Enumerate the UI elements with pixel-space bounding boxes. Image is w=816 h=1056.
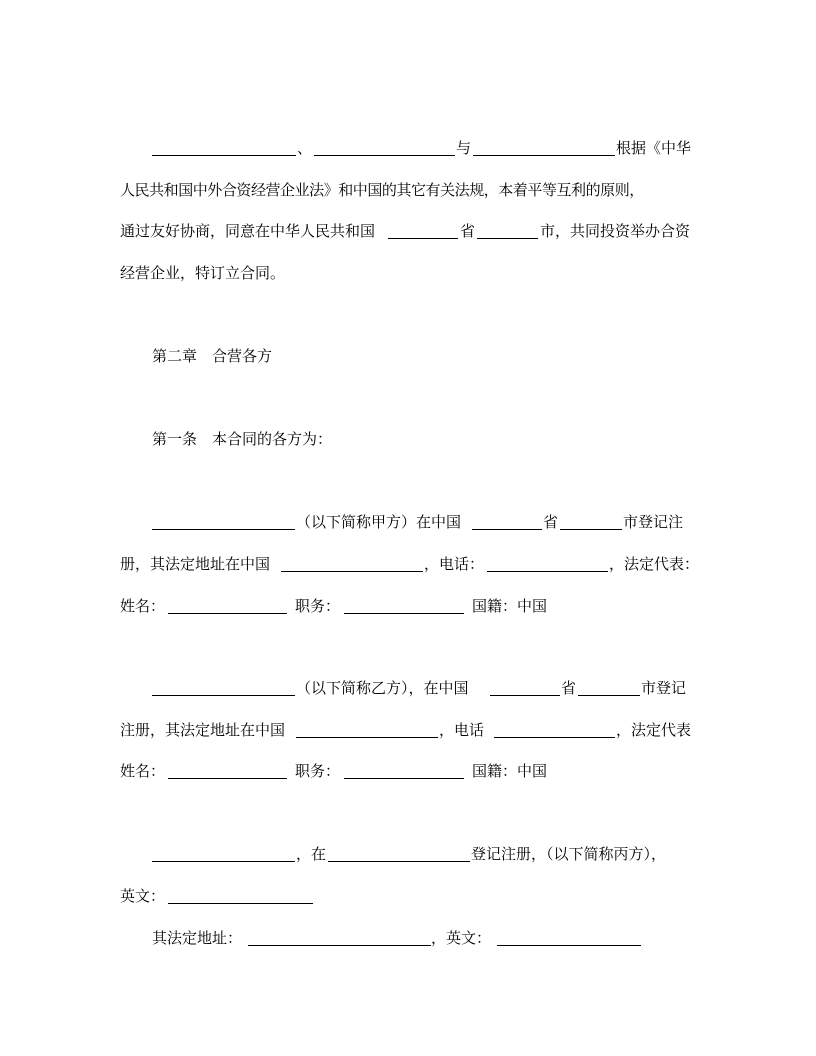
party-b-nationality: 国籍：中国 — [472, 762, 548, 780]
intro-and: 与 — [456, 139, 472, 157]
party-b-name-label: 姓名： — [120, 762, 166, 780]
intro-line-2 — [0, 178, 816, 202]
party-a-line-2 — [0, 552, 816, 576]
party-b-line-3 — [0, 759, 816, 783]
party-a-line-1 — [0, 510, 816, 534]
party-b-legal-rep-label: ，法定代表 — [616, 721, 692, 739]
blank-party-c-address-english — [497, 945, 641, 946]
intro-negotiation-text: 通过友好协商，同意在中华人民共和国 — [120, 222, 376, 240]
blank-party-b-city — [578, 695, 640, 696]
party-c-line-1 — [0, 842, 816, 866]
party-a-address-label: 册，其法定地址在中国 — [120, 555, 271, 573]
blank-party-3 — [473, 155, 615, 156]
blank-party-b-province — [490, 695, 560, 696]
party-b-phone-label: ，电话 — [439, 721, 485, 739]
party-b-city-register: 市登记 — [641, 679, 687, 697]
chapter-2-title: 第二章 合营各方 — [152, 347, 273, 365]
party-b-line-1 — [0, 676, 816, 700]
blank-party-b-phone — [494, 737, 615, 738]
blank-party-a-phone — [487, 571, 608, 572]
blank-party-1 — [152, 155, 296, 156]
party-c-line-3 — [0, 926, 816, 950]
article-1-heading — [0, 427, 816, 451]
blank-party-a-name — [152, 529, 295, 530]
party-a-province: 省 — [543, 513, 559, 531]
blank-party-c-english — [168, 903, 313, 904]
blank-party-b-name — [152, 695, 295, 696]
intro-line-1 — [0, 136, 816, 160]
blank-party-a-address — [281, 571, 423, 572]
intro-law-text: 人民共和国中外合资经营企业法》和中国的其它有关法规，本着平等互利的原则， — [120, 181, 644, 199]
party-b-position-label: 职务： — [295, 762, 341, 780]
party-a-short-name: （以下简称甲方）在中国 — [296, 513, 462, 531]
party-a-name-label: 姓名： — [120, 597, 166, 615]
party-c-at-label: ，在 — [296, 845, 327, 863]
party-b-short-name: （以下简称乙方），在中国 — [296, 679, 469, 697]
blank-party-2 — [314, 155, 455, 156]
blank-party-b-address — [296, 737, 438, 738]
blank-party-c-location — [328, 861, 470, 862]
chapter-2-heading — [0, 344, 816, 368]
intro-line-4 — [0, 261, 816, 285]
party-c-english-label: 英文： — [120, 887, 166, 905]
party-c-register: 登记注册，（以下简称丙方）， — [471, 845, 667, 863]
blank-party-c-address — [248, 945, 431, 946]
party-a-line-3 — [0, 594, 816, 618]
intro-province: 省 — [460, 222, 476, 240]
party-a-position-label: 职务： — [295, 597, 341, 615]
party-a-legal-rep-label: ，法定代表： — [609, 555, 700, 573]
party-c-english-label-2: ，英文： — [431, 929, 492, 947]
article-1-title: 第一条 本合同的各方为： — [152, 430, 333, 448]
intro-city-invest: 市，共同投资举办合资 — [540, 222, 691, 240]
party-b-line-2 — [0, 718, 816, 742]
party-b-province: 省 — [561, 679, 577, 697]
blank-party-a-province — [472, 529, 542, 530]
blank-province — [388, 238, 458, 239]
party-b-address-label: 注册，其法定地址在中国 — [120, 721, 286, 739]
intro-according-to: 根据《中华 — [616, 139, 692, 157]
intro-conclusion: 经营企业，特订立合同。 — [120, 264, 286, 282]
party-c-line-2 — [0, 884, 816, 908]
party-a-phone-label: ，电话： — [424, 555, 485, 573]
blank-party-a-position — [344, 613, 464, 614]
party-a-city-register: 市登记注 — [623, 513, 684, 531]
intro-line-3 — [0, 219, 816, 243]
blank-city — [477, 238, 538, 239]
party-a-nationality: 国籍：中国 — [472, 597, 548, 615]
blank-party-b-position — [344, 778, 464, 779]
blank-party-a-rep-name — [168, 613, 287, 614]
party-c-address-label: 其法定地址： — [152, 929, 243, 947]
blank-party-b-rep-name — [168, 778, 287, 779]
intro-separator: 、 — [297, 139, 313, 157]
blank-party-c-name — [152, 861, 295, 862]
blank-party-a-city — [560, 529, 622, 530]
